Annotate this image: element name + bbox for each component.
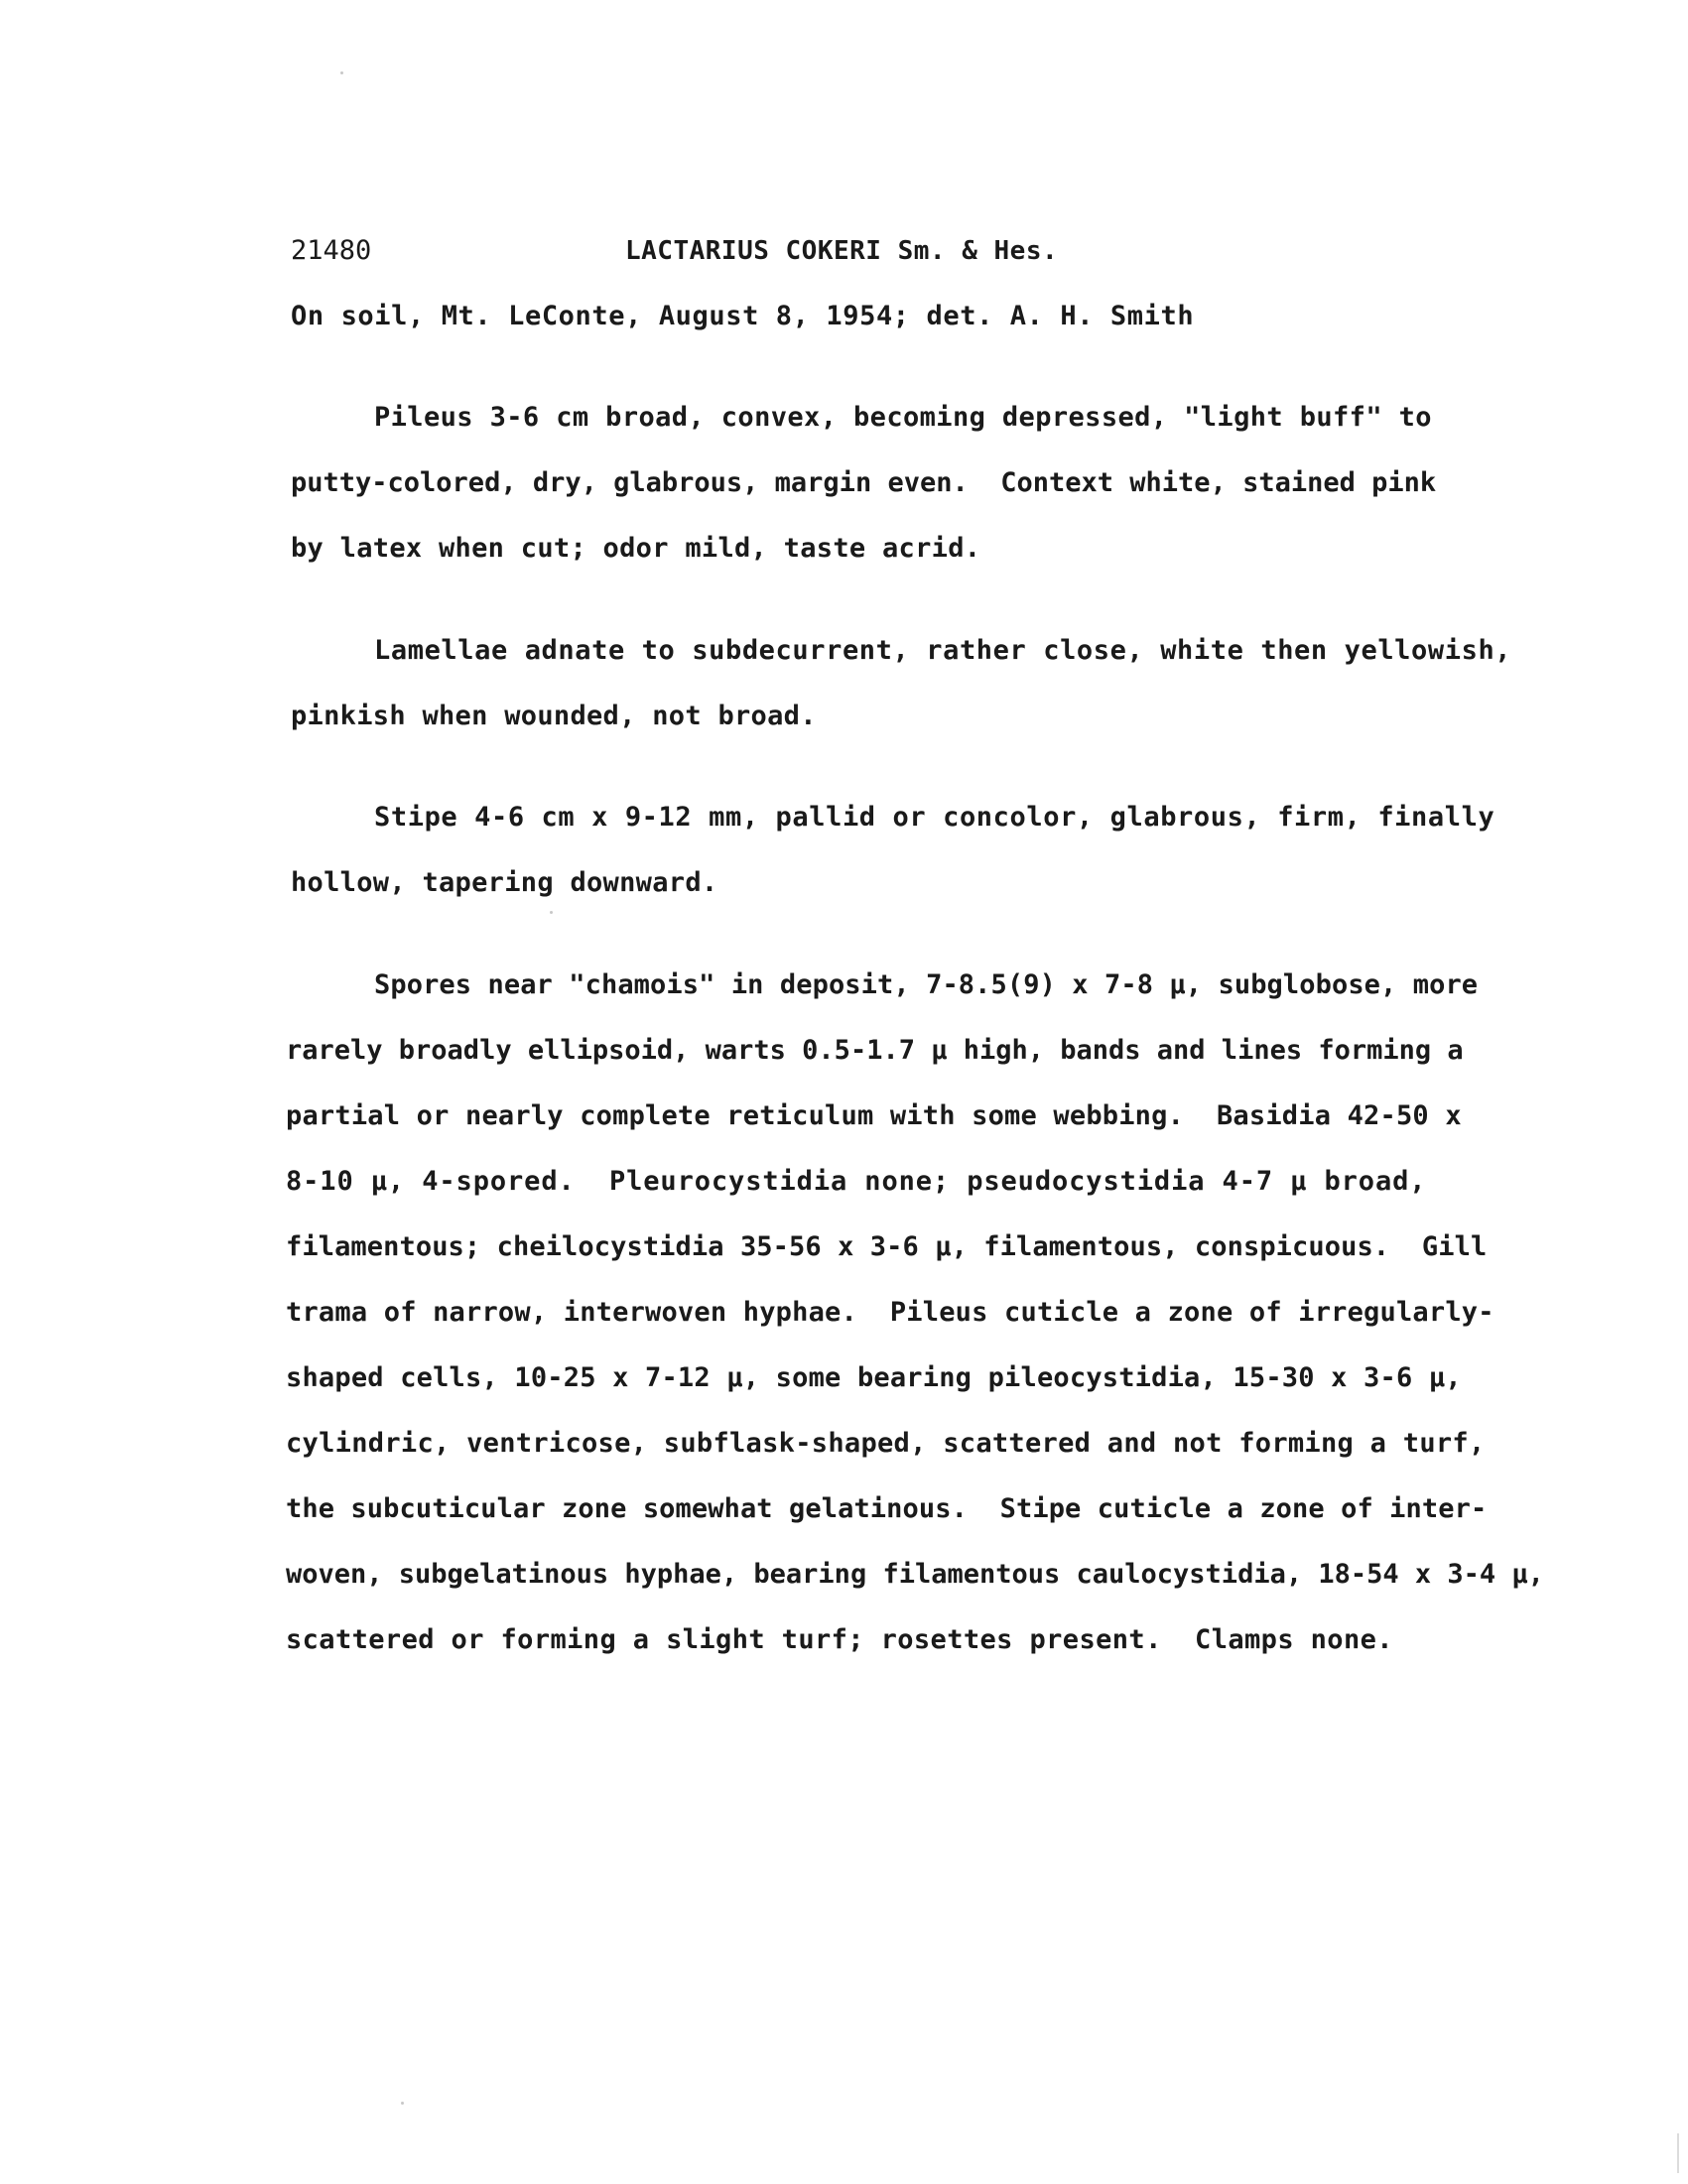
spores-line-3: partial or nearly complete reticulum with some webbing. Basidia 42-50 x <box>286 1100 1462 1131</box>
spores-line-5: filamentous; cheilocystidia 35-56 x 3-6 µ, filamentous, conspicuous. Gill <box>286 1231 1488 1262</box>
accession-number: 21480 <box>291 235 372 266</box>
scan-speck <box>401 2102 404 2105</box>
spores-line-11: scattered or forming a slight turf; rosettes present. Clamps none. <box>286 1624 1393 1655</box>
spores-line-10: woven, subgelatinous hyphae, bearing filamentous caulocystidia, 18-54 x 3-4 µ, <box>286 1559 1544 1590</box>
spores-line-7: shaped cells, 10-25 x 7-12 µ, some bearing pileocystidia, 15-30 x 3-6 µ, <box>286 1362 1462 1393</box>
lamellae-line-1: Lamellae adnate to subdecurrent, rather close, white then yellowish, <box>374 635 1512 666</box>
stipe-line-1: Stipe 4-6 cm x 9-12 mm, pallid or concolor, glabrous, firm, finally <box>374 802 1495 833</box>
spores-line-8: cylindric, ventricose, subflask-shaped, scattered and not forming a turf, <box>286 1428 1486 1459</box>
scan-speck <box>550 911 553 914</box>
collection-line: On soil, Mt. LeConte, August 8, 1954; det. A. H. Smith <box>291 301 1195 331</box>
spores-line-1: Spores near "chamois" in deposit, 7-8.5(9) x 7-8 µ, subglobose, more <box>374 969 1479 1000</box>
species-title: LACTARIUS COKERI Sm. & Hes. <box>625 236 1059 266</box>
stipe-line-2: hollow, tapering downward. <box>291 867 718 898</box>
scan-speck <box>340 71 343 74</box>
pileus-line-2: putty-colored, dry, glabrous, margin even. Context white, stained pink <box>291 467 1437 498</box>
spores-line-4: 8-10 µ, 4-spored. Pleurocystidia none; pseudocystidia 4-7 µ broad, <box>286 1166 1427 1197</box>
pileus-line-1: Pileus 3-6 cm broad, convex, becoming depressed, "light buff" to <box>374 402 1432 433</box>
lamellae-line-2: pinkish when wounded, not broad. <box>291 701 817 731</box>
spores-line-2: rarely broadly ellipsoid, warts 0.5-1.7 µ high, bands and lines forming a <box>286 1035 1464 1066</box>
scan-speck <box>1677 2133 1679 2173</box>
spores-line-9: the subcuticular zone somewhat gelatinous. Stipe cuticle a zone of inter- <box>286 1493 1488 1524</box>
pileus-line-3: by latex when cut; odor mild, taste acrid. <box>291 533 981 564</box>
spores-line-6: trama of narrow, interwoven hyphae. Pileus cuticle a zone of irregularly- <box>286 1297 1494 1328</box>
